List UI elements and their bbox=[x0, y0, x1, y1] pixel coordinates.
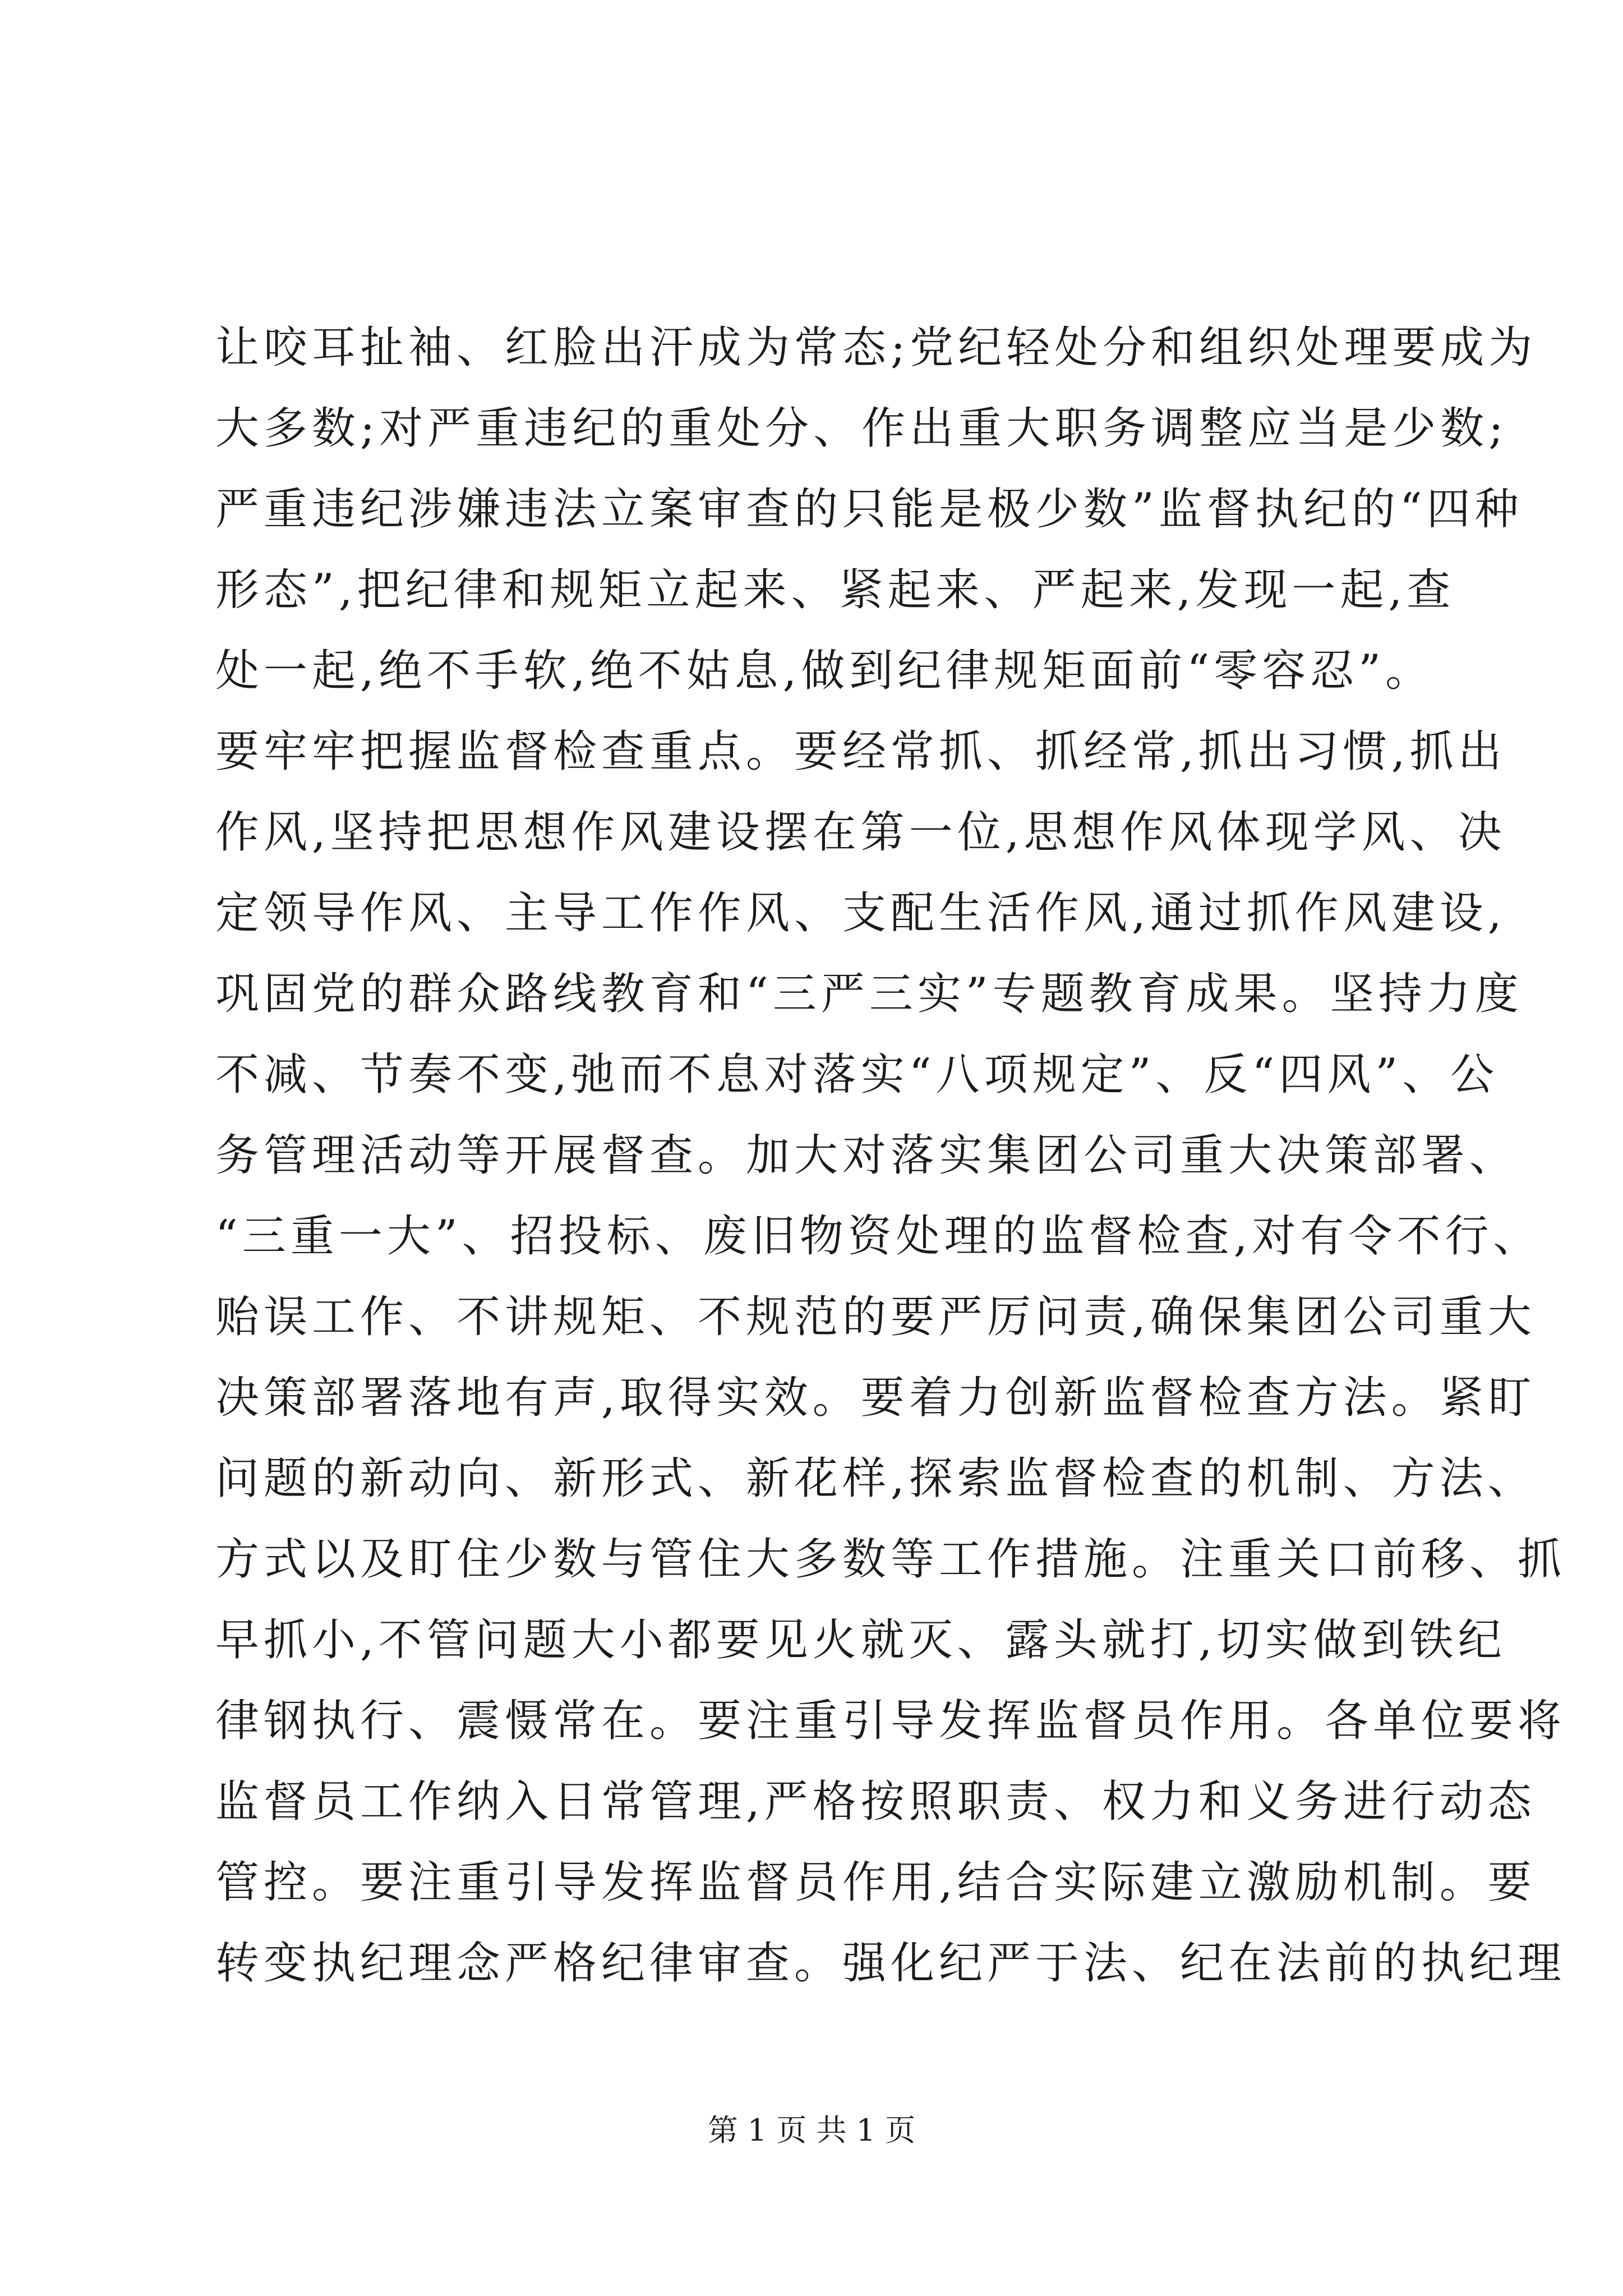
text-line: 巩固党的群众路线教育和“三严三实”专题教育成果。坚持力度 bbox=[215, 969, 1523, 1019]
text-line: 问题的新动向、新形式、新花样,探索监督检查的机制、方法、 bbox=[215, 1453, 1536, 1504]
text-line: 监督员工作纳入日常管理,严格按照职责、权力和义务进行动态 bbox=[215, 1777, 1536, 1827]
text-line: 要牢牢把握监督检查重点。要经常抓、抓经常,抓出习惯,抓出 bbox=[215, 726, 1506, 777]
text-line: 律钢执行、震慑常在。要注重引导发挥监督员作用。各单位要将 bbox=[215, 1696, 1566, 1746]
text-line: 让咬耳扯袖、红脸出汗成为常态;党纪轻处分和组织处理要成为 bbox=[215, 323, 1537, 373]
page-footer bbox=[0, 2110, 1623, 2151]
text-line: 决策部署落地有声,取得实效。要着力创新监督检查方法。紧盯 bbox=[215, 1373, 1536, 1423]
text-line: 处一起,绝不手软,绝不姑息,做到纪律规矩面前“零容忍”。 bbox=[215, 646, 1434, 696]
text-line: 转变执纪理念严格纪律审查。强化纪严于法、纪在法前的执纪理 bbox=[215, 1938, 1566, 1989]
text-line: 作风,坚持把思想作风建设摆在第一位,思想作风体现学风、决 bbox=[215, 807, 1506, 858]
text-line: 管控。要注重引导发挥监督员作用,结合实际建立激励机制。要 bbox=[215, 1857, 1536, 1908]
text-line: 大多数;对严重违纪的重处分、作出重大职务调整应当是少数; bbox=[215, 403, 1508, 454]
body-text bbox=[215, 307, 1566, 2004]
text-line: 贻误工作、不讲规矩、不规范的要严厉问责,确保集团公司重大 bbox=[215, 1292, 1536, 1342]
text-line: 方式以及盯住少数与管住大多数等工作措施。注重关口前移、抓 bbox=[215, 1534, 1566, 1585]
text-line: 形态”,把纪律和规矩立起来、紧起来、严起来,发现一起,查 bbox=[215, 565, 1455, 615]
text-line: 务管理活动等开展督查。加大对落实集团公司重大决策部署、 bbox=[215, 1130, 1518, 1181]
text-line: “三重一大”、招投标、废旧物资处理的监督检查,对有令不行、 bbox=[215, 1211, 1542, 1262]
page-number-label: 第 1 页 共 1 页 bbox=[707, 2113, 916, 2148]
text-line: 定领导作风、主导工作作风、支配生活作风,通过抓作风建设, bbox=[215, 888, 1506, 938]
text-line: 严重违纪涉嫌违法立案审查的只能是极少数”监督执纪的“四种 bbox=[215, 484, 1523, 535]
text-line: 早抓小,不管问题大小都要见火就灭、露头就打,切实做到铁纪 bbox=[215, 1615, 1506, 1665]
text-line: 不减、节奏不变,弛而不息对落实“八项规定”、反“四风”、公 bbox=[215, 1050, 1499, 1100]
